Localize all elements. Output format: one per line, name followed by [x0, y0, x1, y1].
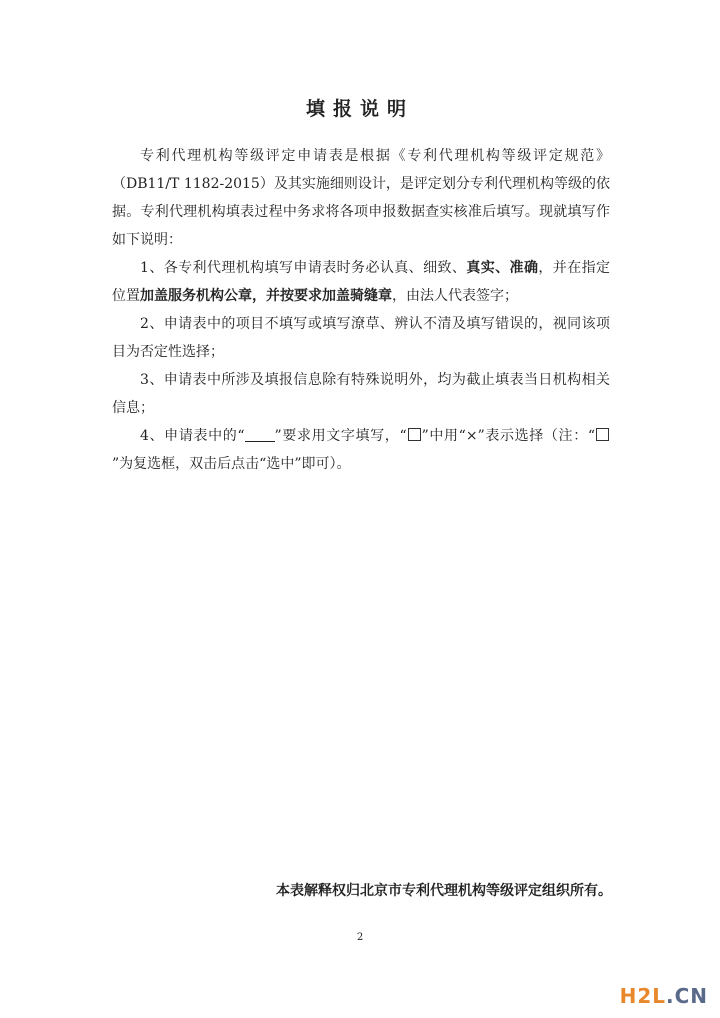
- instructions-body: [112, 142, 610, 478]
- item1-text-b: ，并在指定位置: [112, 260, 611, 304]
- blank-underline-icon: [245, 427, 275, 442]
- item1-bold-b: 加盖服务机构公章，并按要求加盖骑缝章: [140, 288, 392, 304]
- item4-text-a: 4、申请表中的“: [140, 428, 245, 444]
- item1-text-a: 1、各专利代理机构填写申请表时务必认真、细致、: [140, 260, 467, 276]
- item4-text-b: ”要求用文字填写，“: [274, 428, 407, 444]
- site-watermark-logo: [620, 984, 708, 1008]
- instruction-item-1: [112, 254, 610, 310]
- instruction-item-2: 2、申请表中的项目不填写或填写潦草、辨认不清及填写错误的，视同该项目为否定性选择；: [112, 316, 610, 360]
- instruction-item-4: [112, 422, 610, 478]
- item4-text-d: ”为复选框，双击后点击“选中”即可）。: [112, 456, 351, 472]
- page-title: 填报说明: [305, 98, 414, 120]
- watermark-part-2: .CN: [665, 984, 708, 1008]
- page-number: 2: [356, 932, 364, 943]
- watermark-part-1: H2L: [619, 984, 666, 1008]
- item1-text-c: ，由法人代表签字；: [392, 288, 518, 304]
- intro-paragraph: 专利代理机构等级评定申请表是根据《专利代理机构等级评定规范》（DB11/T 1182-2015）及其实施细则设计，是评定划分专利代理机构等级的依据。专利代理机构填表过程中务求将各项申报数据查实核准后填写。现就填写作如下说明：: [112, 148, 610, 248]
- checkbox-square-icon: [596, 428, 609, 441]
- item4-text-c: ”中用“×”表示选择（注：“: [421, 428, 595, 444]
- instruction-item-3: 3、申请表中所涉及填报信息除有特殊说明外，均为截止填表当日机构相关信息；: [112, 372, 610, 416]
- copyright-note: 本表解释权归北京市专利代理机构等级评定组织所有。: [276, 883, 612, 899]
- item1-bold-a: 真实、准确: [466, 260, 539, 276]
- checkbox-square-icon: [408, 428, 421, 441]
